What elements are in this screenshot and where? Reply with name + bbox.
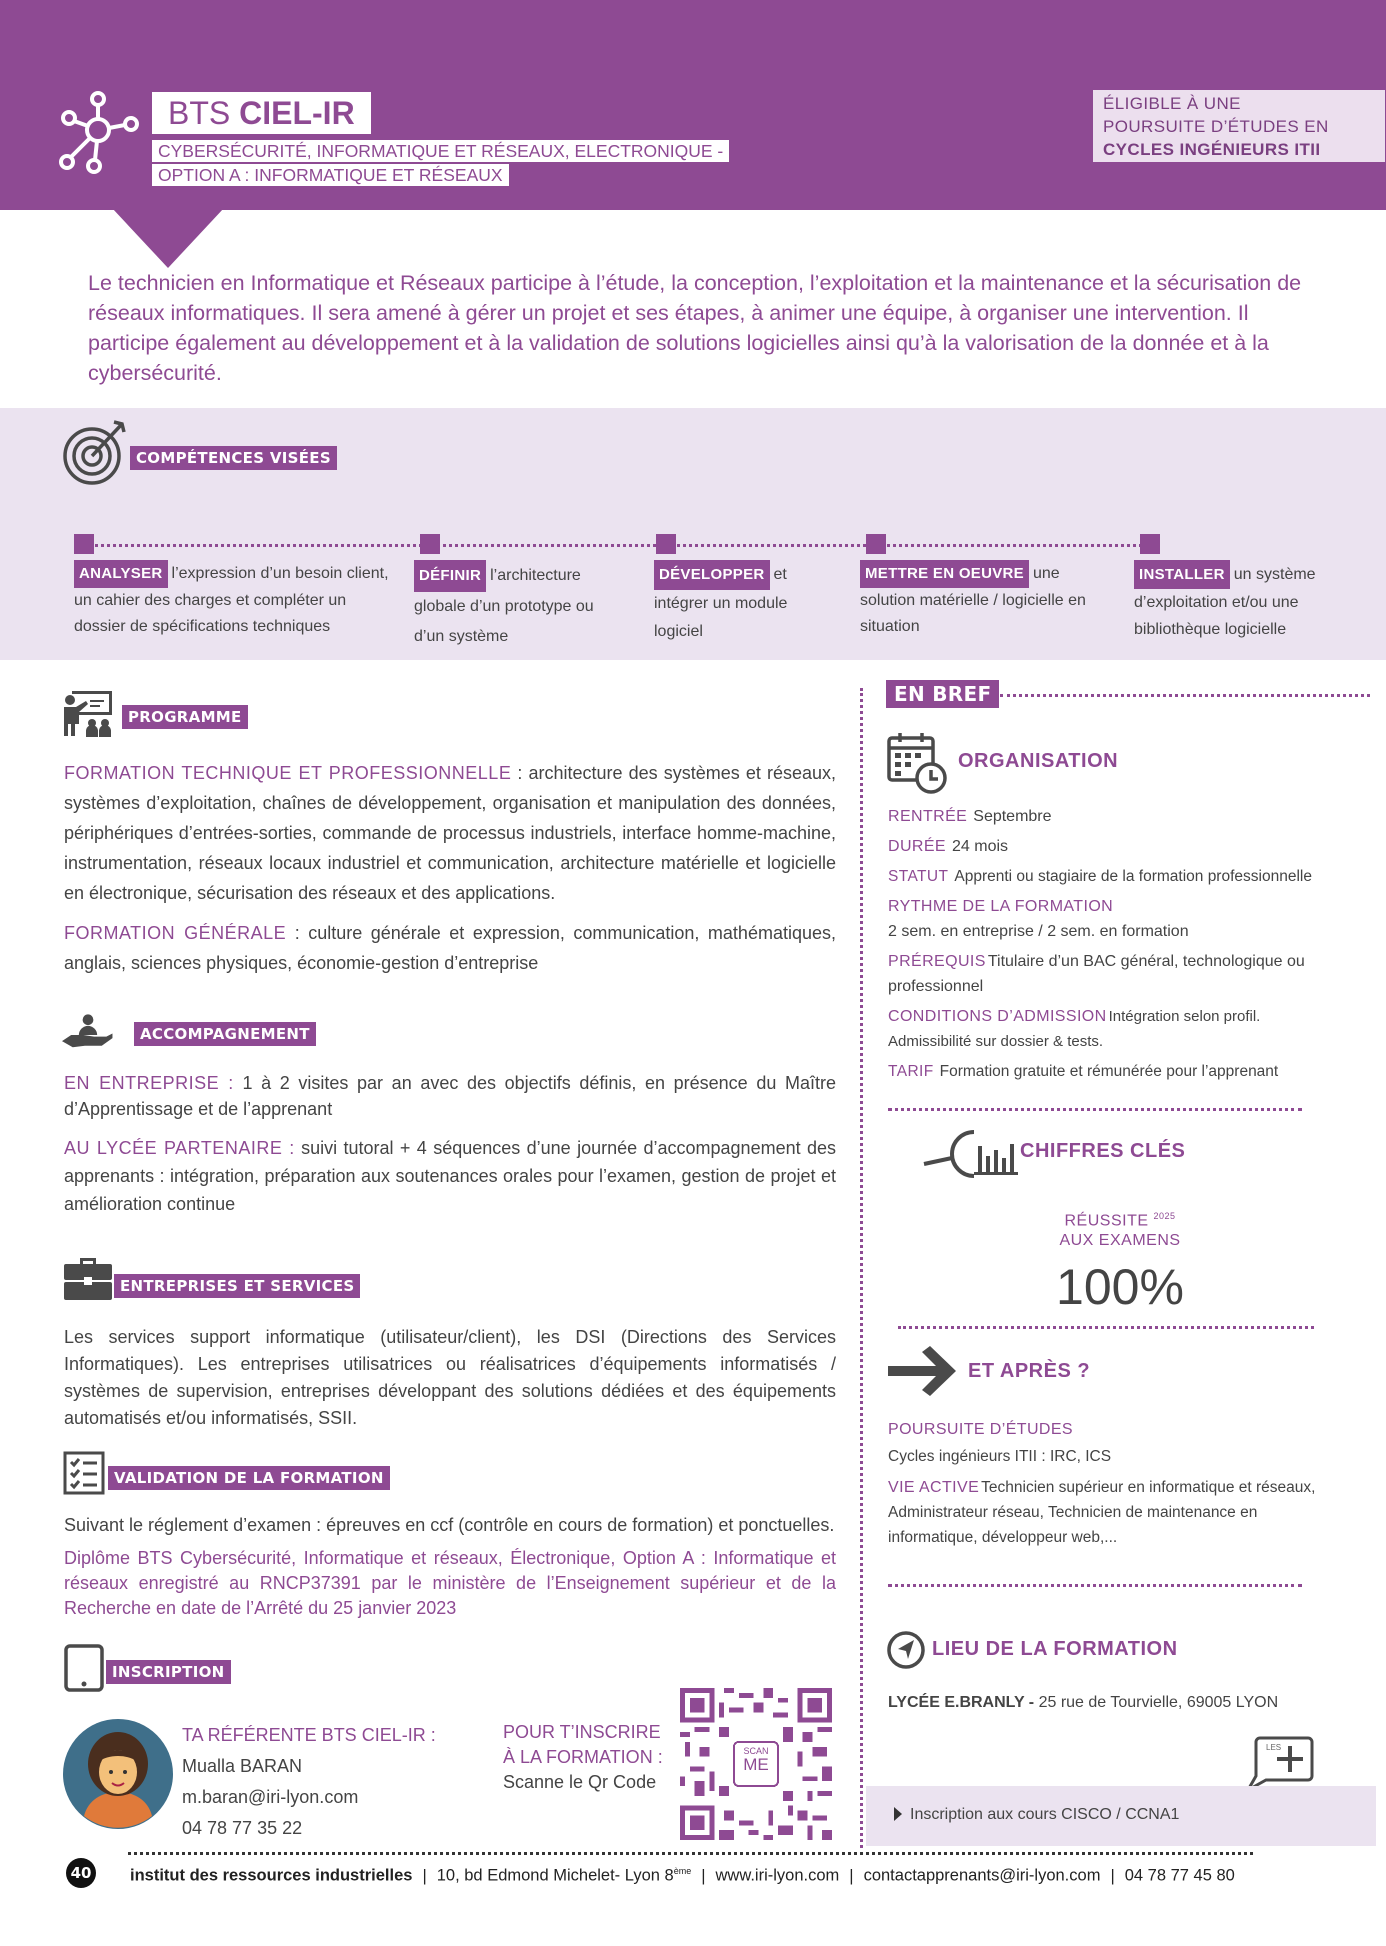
title-light: BTS [168, 95, 231, 131]
programme-generale-text: : culture générale et expression, communication, mathématiques, anglais, sciences physiques, économie-gestion d’entreprise [64, 923, 836, 973]
accompagnement-lycee-label: AU LYCÉE PARTENAIRE : [64, 1138, 295, 1158]
separator [888, 1108, 1302, 1111]
competence-text: et intégrer un module logiciel [654, 566, 788, 640]
org-rentree [888, 804, 1328, 829]
competence-definir [414, 560, 624, 652]
et-apres-title: ET APRÈS ? [968, 1360, 1091, 1382]
cta-line-2: À LA FORMATION : [503, 1747, 663, 1767]
eligible-line-2: POURSUITE D’ÉTUDES EN [1103, 117, 1329, 136]
et-apres-details [888, 1416, 1328, 1555]
helping-hand-icon [62, 1008, 114, 1056]
competence-text: un système d’exploitation et/ou une bibliothèque logicielle [1134, 566, 1316, 638]
programme-technique [64, 758, 836, 908]
competence-verb: ANALYSER [74, 560, 168, 588]
cisco-text: Inscription aux cours CISCO / CCNA1 [910, 1806, 1180, 1823]
footer-email[interactable]: contactapprenants@iri-lyon.com [863, 1866, 1101, 1885]
competence-verb: DÉFINIR [414, 560, 486, 592]
programme-generale-label: FORMATION GÉNÉRALE [64, 923, 287, 943]
competence-marker [866, 534, 886, 554]
accompagnement-entreprise-label: EN ENTREPRISE : [64, 1073, 234, 1093]
separator [888, 1584, 1302, 1587]
plus-bubble-label: LES [1266, 1743, 1282, 1752]
inscription-cta [503, 1720, 663, 1795]
qr-me-text: ME [743, 1755, 769, 1774]
reussite-label [1020, 1206, 1220, 1251]
org-tarif-value: Formation gratuite et rémunérée pour l’apprenant [939, 1063, 1279, 1080]
competence-analyser [74, 560, 394, 640]
caret-right-icon [894, 1807, 902, 1821]
competences-title: COMPÉTENCES VISÉES [130, 446, 337, 470]
right-column-dotted-border [860, 688, 863, 1848]
competence-verb: INSTALLER [1134, 560, 1230, 589]
inscription-title: INSCRIPTION [106, 1660, 231, 1684]
programme-technique-label: FORMATION TECHNIQUE ET PROFESSIONNELLE [64, 763, 512, 783]
org-admission-value: Intégration selon profil. Admissibilité sur dossier & tests. [888, 1008, 1261, 1050]
cta-line-3: Scanne le Qr Code [503, 1772, 657, 1792]
competence-marker [1140, 534, 1160, 554]
footer: institut des ressources industrielles | 10, bd Edmond Michelet- Lyon 8ème | www.iri-lyon.com | contactapprenants@iri-lyon.com | 04 78 77 45 80 [130, 1866, 1235, 1885]
en-bref-title: EN BREF [886, 680, 999, 708]
validation-diplome: Diplôme BTS Cybersécurité, Informatique et réseaux, Électronique, Option A : Informatique et réseaux enregistré au RNCP37391 par le ministère de l’Enseignement supérieur et de la Recherche en date de l’Arrêté du 25 janvier 2023 [64, 1548, 836, 1618]
reussite-label-2: AUX EXAMENS [1059, 1232, 1181, 1250]
organisation-title: ORGANISATION [958, 750, 1119, 772]
subtitle-line-1: CYBERSÉCURITÉ, INFORMATIQUE ET RÉSEAUX, ELECTRONIQUE - [152, 140, 729, 162]
vie-active-value: Technicien supérieur en informatique et réseaux, Administrateur réseau, Technicien de maintenance en informatique, développeur web,... [888, 1479, 1316, 1546]
reussite-label-1: RÉUSSITE [1064, 1212, 1149, 1230]
org-prerequis [888, 949, 1328, 999]
validation-title: VALIDATION DE LA FORMATION [108, 1466, 390, 1490]
org-duree [888, 834, 1328, 859]
qr-scan-label [734, 1744, 778, 1772]
referent-phone[interactable]: 04 78 77 35 22 [182, 1818, 303, 1838]
referent-block [182, 1720, 436, 1844]
org-rentree-label: RENTRÉE [888, 808, 968, 825]
cta-line-1: POUR T’INSCRIRE [503, 1722, 661, 1742]
reussite-value: 100% [1056, 1259, 1184, 1315]
programme-technique-text: : architecture des systèmes et réseaux, systèmes d’exploitation, chaînes de développement, organisation et manipulation des données, périphériques d’entrées-sorties, commande de processus industriels, interface homme-machine, instrumentation, réseaux locaux industriel et communication, architecture matérielle et logicielle en électronique, sécurisation des réseaux et des applications. [64, 763, 836, 903]
entreprises-title: ENTREPRISES ET SERVICES [114, 1274, 360, 1298]
en-bref-dotted-line [1000, 694, 1370, 697]
organisation-details [888, 804, 1328, 1089]
org-rythme [888, 894, 1328, 944]
briefcase-icon [62, 1254, 114, 1302]
accompagnement-title: ACCOMPAGNEMENT [134, 1022, 316, 1046]
org-rythme-value: 2 sem. en entreprise / 2 sem. en formation [888, 923, 1189, 940]
footer-address-sup: ème [673, 1866, 692, 1876]
competence-text: l’architecture globale d’un prototype ou d’un système [414, 567, 594, 645]
title-bold: CIEL-IR [239, 95, 355, 131]
competence-installer [1134, 560, 1354, 643]
footer-phone[interactable]: 04 78 77 45 80 [1124, 1866, 1235, 1885]
validation-text: Suivant le réglement d’examen : épreuves en ccf (contrôle en cours de formation) et ponctuelles. [64, 1515, 835, 1535]
separator [898, 1326, 1314, 1329]
referent-name: Mualla BARAN [182, 1756, 303, 1776]
chiffres-title: CHIFFRES CLÉS [1020, 1140, 1186, 1162]
poursuite-value: Cycles ingénieurs ITII : IRC, ICS [888, 1448, 1112, 1465]
competence-marker [420, 534, 440, 554]
qr-scan-text: SCAN [743, 1746, 769, 1756]
programme-generale [64, 918, 836, 978]
org-admission [888, 1004, 1328, 1054]
page-number: 40 [66, 1858, 96, 1888]
competence-text: une solution matérielle / logicielle en situation [860, 565, 1086, 635]
competence-verb: METTRE EN OEUVRE [860, 560, 1029, 588]
competence-marker [74, 534, 94, 554]
org-tarif [888, 1059, 1328, 1084]
page-title [152, 92, 371, 134]
accompagnement-lycee-text: suivi tutoral + 4 séquences d’une journée d’accompagnement des apprenants : intégration, préparation aux soutenances orales pour l’examen, gestion de projet et amélioration continue [64, 1138, 837, 1214]
eligible-line-1: ÉLIGIBLE À UNE [1103, 94, 1241, 113]
competences-dotted-line [84, 544, 1154, 547]
entreprises-text: Les services support informatique (utilisateur/client), les DSI (Directions des Services Informatiques). Les entreprises utilisatrices ou réalisatrices d’équipements informatisés / systèmes de supervision, entreprises développant des solutions dédiées et des équipements automatisés et/ou informatisés, SSII. [64, 1327, 836, 1428]
accompagnement-entreprise [64, 1070, 836, 1122]
reussite-year: 2025 [1153, 1211, 1176, 1221]
lieu-name: LYCÉE E.BRANLY - [888, 1694, 1035, 1711]
lieu-street: 25 rue de Tourvielle, 69005 LYON [1034, 1694, 1279, 1711]
org-admission-label: CONDITIONS D’ADMISSION [888, 1008, 1107, 1025]
lieu-title: LIEU DE LA FORMATION [932, 1638, 1178, 1660]
competence-text: l’expression d’un besoin client, un cahier des charges et compléter un dossier de spécifications techniques [74, 565, 389, 635]
checklist-icon [62, 1450, 114, 1498]
footer-address: 10, bd Edmond Michelet- Lyon 8 [436, 1866, 674, 1885]
eligible-badge [1093, 90, 1385, 162]
poursuite-label: POURSUITE D’ÉTUDES [888, 1421, 1073, 1438]
accompagnement-lycee [64, 1134, 836, 1218]
lieu-address [888, 1694, 1278, 1712]
org-rythme-label: RYTHME DE LA FORMATION [888, 898, 1114, 915]
org-prerequis-value: Titulaire d’un BAC général, technologique ou professionnel [888, 953, 1305, 995]
teacher-board-icon [62, 690, 114, 738]
footer-web[interactable]: www.iri-lyon.com [715, 1866, 840, 1885]
org-duree-value: 24 mois [952, 838, 1009, 855]
calendar-clock-icon [886, 730, 952, 796]
competence-developper [654, 560, 814, 646]
intro-text: Le technicien en Informatique et Réseaux participe à l’étude, la conception, l’exploitation et la maintenance et la sécurisation de réseaux informatiques. Il sera amené à gérer un projet et ses étapes, à animer une équipe, à organiser une intervention. Il participe également au développement et à la validation de solutions logicielles ainsi qu’à la valorisation de la donnée et à la cybersécurité. [88, 271, 1302, 385]
right-arrow-icon [886, 1346, 958, 1396]
org-statut-value: Apprenti ou stagiaire de la formation professionnelle [954, 868, 1312, 885]
org-duree-label: DURÉE [888, 838, 947, 855]
org-statut-label: STATUT [888, 868, 949, 885]
competence-mettre-en-oeuvre [860, 560, 1110, 640]
target-icon [62, 418, 130, 486]
org-rentree-value: Septembre [973, 808, 1052, 825]
referent-avatar [62, 1718, 174, 1830]
org-statut [888, 864, 1328, 889]
location-compass-icon [886, 1630, 926, 1670]
programme-title: PROGRAMME [122, 705, 248, 729]
org-tarif-label: TARIF [888, 1063, 934, 1080]
page-subtitle [152, 140, 729, 188]
footer-org: institut des ressources industrielles [130, 1866, 413, 1885]
referent-label: TA RÉFÉRENTE BTS CIEL-IR : [182, 1725, 436, 1745]
network-hub-icon [58, 90, 144, 176]
competence-verb: DÉVELOPPER [654, 560, 770, 590]
accompagnement-entreprise-text: 1 à 2 visites par an avec des objectifs définis, en présence du Maître d’Apprentissage et de l’apprenant [64, 1073, 837, 1119]
referent-email[interactable]: m.baran@iri-lyon.com [182, 1787, 359, 1807]
subtitle-line-2: OPTION A : INFORMATIQUE ET RÉSEAUX [152, 164, 509, 186]
cisco-banner[interactable] [866, 1786, 1376, 1846]
vie-active-label: VIE ACTIVE [888, 1479, 980, 1496]
org-prerequis-label: PRÉREQUIS [888, 953, 986, 970]
header-pointer [112, 208, 224, 268]
competence-marker [656, 534, 676, 554]
footer-dotted-line [128, 1852, 1253, 1855]
eligible-line-3: CYCLES INGÉNIEURS ITII [1103, 140, 1321, 159]
